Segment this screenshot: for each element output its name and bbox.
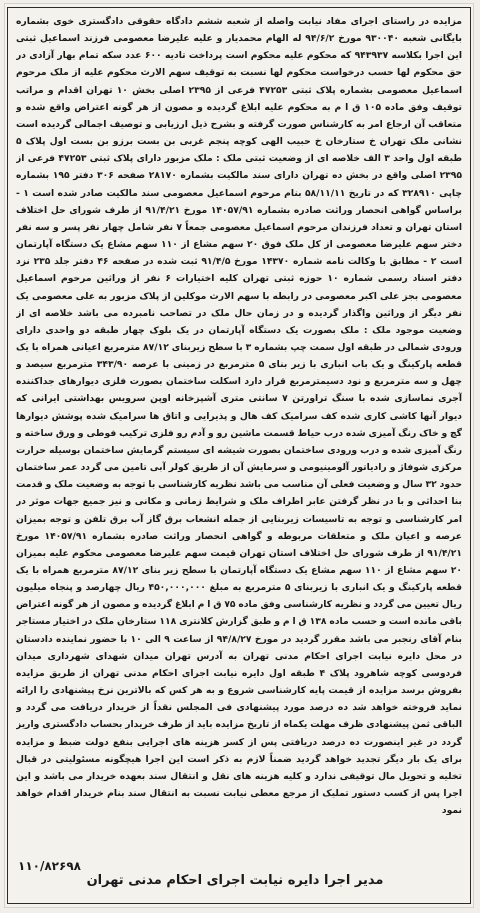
notice-code: ۱۱۰/۸۲۶۹۸: [18, 859, 81, 873]
notice-signature: مدیر اجرا دایره نیابت اجرای احکام مدنی تهران: [86, 873, 384, 888]
notice-footer: [14, 859, 464, 899]
notice-body: مزایده در راستای اجرای مفاد نیابت واصله از شعبه ششم دادگاه حقوقی دادگستری خوی بشماره بایگانی شعبه ۹۳۰۰۴۰ مورخ ۹۴/۶/۲ له الهام محمدیار و علیه علیرضا معصومی فرزند اسماعیل ثبتی این اجرا بکلاسه ۹۴۳۹۳۷ که محکوم علیه محکوم است پرداخت تادیه ۶۰۰ عدد سکه تمام بهار آزادی در حق محکوم لها حسب درخواست محکوم لها نسبت به توقیف سهم الارث محکوم علیه از ملک مرحوم اسماعیل معصومی بشماره پلاک ثبتی ۴۷۲۵۳ فرعی از ۲۳۹۵ اصلی بخش ۱۰ تهران اقدام و مراتب توقیف وفق ماده ۱۰۵ ق ا م به محکوم علیه ابلاغ گردیده و مصون از هر گونه اعتراض واقع شده و متعاقب آن ارجاع امر به کارشناس صورت گرفته و بشرح ذیل ارزیابی و توصیف اجمالی گردیده است نشانی ملک تهران خ ستارخان خ حبیب الهی کوچه پنجم غربی بن بست برزو بن بست اول پلاک ۵ طبقه اول واحد ۳ الف خلاصه ای از وضعیت ثبتی ملک : ملک مزبور دارای پلاک ثبتی ۴۷۲۵۳ فرعی از ۲۳۹۵ اصلی واقع در بخش ده تهران دارای سند مالکیت بشماره ۲۸۱۷۰ صفحه ۳۰۶ دفتر ۱۹۵ بشماره چاپی ۳۲۸۹۱۰ که در تاریخ ۵۸/۱۱/۱۱ بنام مرحوم اسماعیل معصومی سند مالکیت صادر شده است ۱ - براساس گواهی انحصار وراثت صادره بشماره ۱۴۰۵۷/۹۱ مورخ ۹۱/۴/۲۱ از طرف شورای حل اختلاف استان تهران و تعداد فرزندان مرحوم اسماعیل معصومی جمعاً ۷ نفر شامل چهار نفر پسر و سه نفر دختر سهم علیرضا معصومی از کل ملک فوق ۲۰ سهم مشاع از ۱۱۰ سهم مشاع یک دستگاه آپارتمان است ۲ - مطابق با وکالت نامه شماره ۱۴۳۷۰ مورخ ۹۱/۴/۵ ثبت شده در صفحه ۴۶ دفتر جلد ۲۳۵ نزد دفتر اسناد رسمی شماره ۱۰ حوزه ثبتی تهران کلیه اختیارات ۶ نفر از وراثین مرحوم اسماعیل معصومی بجز علی اکبر معصومی در رابطه با سهم الارث موکلین از پلاک مزبور به علی معصومی یک نفر دیگر از وراثین واگذار گردیده و در زمان حال ملک در تصاحب نامبرده می باشد خلاصه ای از وضعیت موجود ملک : ملک بصورت یک دستگاه آپارتمان در یک بلوک چهار طبقه دو واحدی دارای ورودی شمالی در طبقه اول سمت چپ بشماره ۳ با سطح زیربنای ۸۷/۱۲ مترمربع اعیانی همراه با یک قطعه پارکینگ و یک باب انباری با زیر بنای ۵ مترمربع در زمینی با عرصه ۳۴۳/۹۰ مترمربع سیصد و چهل و سه مترمربع و نود دسیمترمربع قرار دارد اسکلت ساختمان بصورت فلزی دیوارهای جداکننده آجری نماسازی شده با سنگ تراورتن ۷ سانتی متری آشپزخانه اوپن سرویس بهداشتی ایرانی که دیوار آنها کاشی کاری شده کف سرامیک کف هال و پذیرایی و اتاق ها سرامیک شده پوشش دیوارها گچ و خاک رنگ آمیزی شده درب حیاط قسمت ماشین رو و آدم رو فلزی ترکیب فوطی و ورق ساخته و رنگ آمیزی شده و درب ورودی ساختمان بصورت شیشه ای سیستم گرمایش ساختمان بوسیله حرارت مرکزی شوفاژ و رادیاتور آلومینیومی و سرمایش آن از طریق کولر آبی تامین می گردد عمر ساختمان حدود ۳۲ سال و وضعیت فعلی آن مناسب می باشد نظریه کارشناسی با توجه به وضعیت ملک و قدمت بنا احداثی و با در نظر گرفتن عابر اطراف ملک و شرایط زمانی و مکانی و نیز جمیع جهات موثر در امر کارشناسی و توجه به تاسیسات زیربنایی از جمله انشعاب برق گاز آب برق تلفن و توجه بمیزان عرصه و اعیان ملک و متعلقات مربوطه و گواهی انحصار وراثت صادره بشماره ۱۴۰۵۷/۹۱ مورخ ۹۱/۴/۲۱ از طرف شورای حل اختلاف استان تهران قیمت سهم علیرضا معصومی محکوم علیه بمیزان ۲۰ سهم مشاع از ۱۱۰ سهم مشاع یک دستگاه آپارتمان با سطح زیر بنای ۸۷/۱۲ مترمربع همراه با یک قطعه پارکینگ و یک انباری با زیربنای ۵ مترمربع به مبلغ ۴۵۰,۰۰۰,۰۰۰ ریال چهارصد و پنجاه میلیون ریال تعیین می گردد و نظریه کارشناسی وفق ماده ۷۵ ق ا م ابلاغ گردیده و مصون از هر گونه اعتراض باقی مانده است و حسب ماده ۱۳۸ ق ا م و طبق گزارش کلانتری ۱۱۸ ستارخان ملک در اختیار مستاجر بنام آقای رنجبر می باشد مقرر گردید در مورخ ۹۴/۸/۲۷ از ساعت ۹ الی ۱۰ با حضور نماینده دادستان در محل دایره نیابت اجرای احکام مدنی تهران به آدرس تهران میدان شهدای شهرداری میدان فردوسی کوچه شاهرود پلاک ۴ طبقه اول دایره نیابت اجرای احکام مدنی تهران از طریق مزایده بفروش برسد مزایده از قیمت پایه کارشناسی شروع و به هر کس که بالاترین نرخ پیشنهادی را ارائه نماید فروخته خواهد شد ده درصد مورد پیشنهادی فی المجلس نقداً از خریدار دریافت می گردد و الباقی ثمن پیشنهادی ظرف مهلت یکماه از تاریخ مزایده باید از طرف خریدار بحساب دادگستری واریز گردد در غیر اینصورت ده درصد دریافتی پس از کسر هزینه های اجرایی بنفع دولت ضبط و مزایده برای یک بار دیگر تجدید خواهد گردید ضمناً لازم به ذکر است این اجرا هیچگونه مسئولیتی در قبال تخلیه و تحویل مال توقیفی ندارد و کلیه هزینه های نقل و انتقال سند بعهده خریدار می باشد و این اجرا پس از کسب دستور تملیک از مرجع معطی نیابت نسبت به انتقال سند بنام خریدار اقدام خواهد نمود: [16, 16, 462, 817]
newspaper-clipping: [4, 3, 474, 908]
notice-frame: [7, 7, 471, 904]
